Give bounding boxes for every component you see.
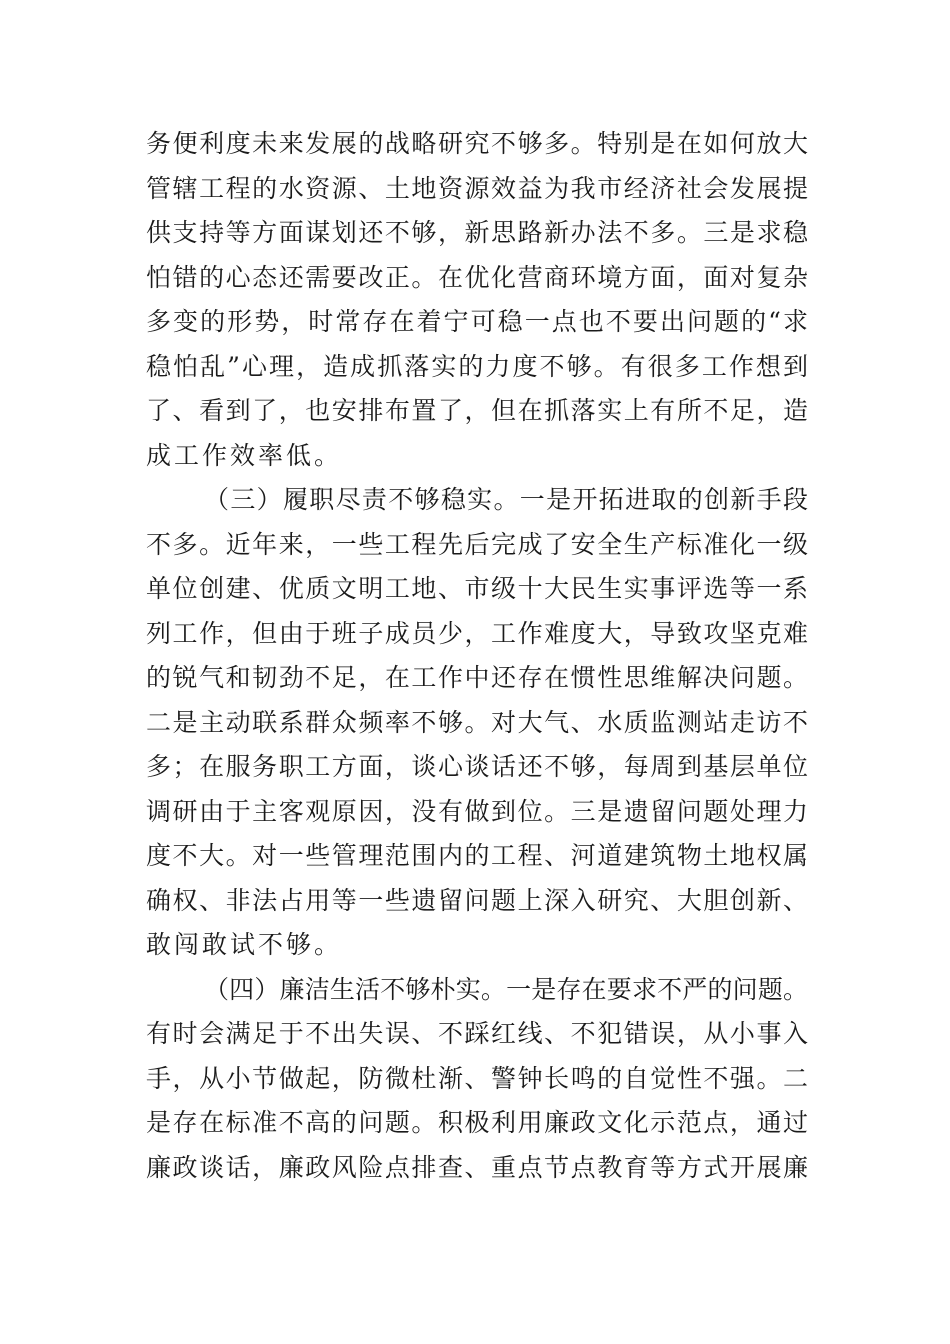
text-line: 成工作效率低。 (146, 440, 343, 470)
text-line: 是存在标准不高的问题。积极利用廉政文化示范点，通过 (146, 1108, 808, 1137)
text-line: 手，从小节做起，防微杜渐、警钟长鸣的自觉性不强。二 (146, 1063, 808, 1093)
document-body (146, 122, 808, 1190)
text-line: 度不大。对一些管理范围内的工程、河道建筑物土地权属 (146, 841, 808, 870)
text-line: 单位创建、优质文明工地、市级十大民生实事评选等一系 (146, 574, 808, 603)
text-line: 确权、非法占用等一些遗留问题上深入研究、大胆创新、 (146, 885, 808, 915)
text-line: 廉政谈话，廉政风险点排查、重点节点教育等方式开展廉 (146, 1152, 808, 1182)
text-line: 二是主动联系群众频率不够。对大气、水质监测站走访不 (146, 707, 808, 737)
text-line: 管辖工程的水资源、土地资源效益为我市经济社会发展提 (146, 173, 808, 203)
section-heading-line: （三）履职尽责不够稳实。一是开拓进取的创新手段 (204, 485, 808, 514)
text-line: 了、看到了，也安排布置了，但在抓落实上有所不足，造 (146, 396, 808, 425)
text-line: 有时会满足于不出失误、不踩红线、不犯错误，从小事入 (146, 1019, 808, 1048)
text-line: 怕错的心态还需要改正。在优化营商环境方面，面对复杂 (146, 262, 808, 292)
section-heading-line: （四）廉洁生活不够朴实。一是存在要求不严的问题。 (204, 974, 808, 1004)
text-line: 务便利度未来发展的战略研究不够多。特别是在如何放大 (146, 129, 808, 158)
text-line: 多；在服务职工方面，谈心谈话还不够，每周到基层单位 (146, 752, 808, 781)
text-line: 敢闯敢试不够。 (146, 930, 343, 959)
text-line: 稳怕乱”心理，造成抓落实的力度不够。有很多工作想到 (146, 351, 808, 381)
text-line: 供支持等方面谋划还不够，新思路新办法不多。三是求稳 (146, 218, 808, 247)
text-line: 列工作，但由于班子成员少，工作难度大，导致攻坚克难 (146, 618, 808, 648)
text-line: 不多。近年来，一些工程先后完成了安全生产标准化一级 (146, 529, 808, 559)
text-line: 的锐气和韧劲不足，在工作中还存在惯性思维解决问题。 (146, 663, 808, 692)
text-line: 多变的形势，时常存在着宁可稳一点也不要出问题的“求 (146, 307, 808, 336)
text-line: 调研由于主客观原因，没有做到位。三是遗留问题处理力 (146, 796, 808, 826)
